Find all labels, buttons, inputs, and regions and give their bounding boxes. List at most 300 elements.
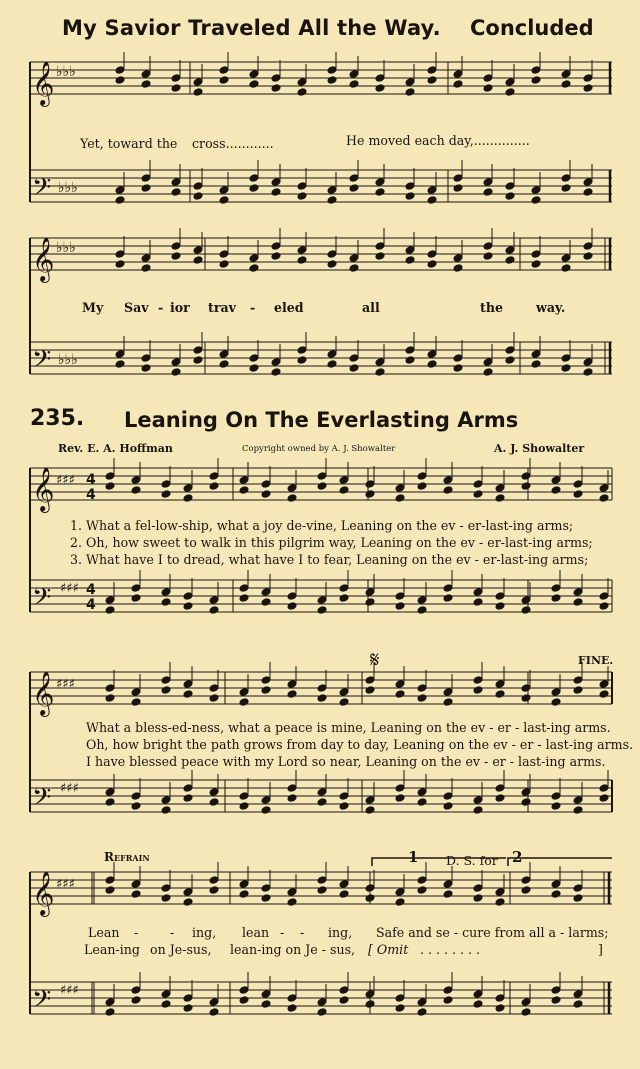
note-head xyxy=(115,360,125,369)
note-head xyxy=(249,254,259,263)
note-head xyxy=(573,588,583,597)
note-head xyxy=(483,84,493,93)
note-head xyxy=(261,598,271,607)
note-head xyxy=(105,684,115,693)
note-head xyxy=(365,884,375,893)
note-head xyxy=(417,694,427,703)
note-head xyxy=(317,472,327,481)
note-head xyxy=(573,806,583,815)
bass-clef-icon: 𝄢 xyxy=(32,173,52,208)
svg-text:4: 4 xyxy=(86,487,96,503)
bass-clef-icon: 𝄢 xyxy=(32,583,52,618)
note-head xyxy=(495,494,505,503)
note-head xyxy=(209,606,219,615)
note-head xyxy=(349,364,359,373)
note-head xyxy=(239,476,249,485)
bass-clef-icon: 𝄢 xyxy=(32,783,52,818)
note-head xyxy=(239,986,249,995)
note-head xyxy=(271,178,281,187)
note-head xyxy=(327,66,337,75)
note-head xyxy=(453,80,463,89)
note-head xyxy=(287,680,297,689)
note-head xyxy=(427,250,437,259)
note-head xyxy=(521,694,531,703)
note-head xyxy=(271,242,281,251)
note-head xyxy=(239,792,249,801)
note-head xyxy=(287,794,297,803)
note-head xyxy=(193,78,203,87)
note-head xyxy=(131,986,141,995)
note-head xyxy=(551,996,561,1005)
note-head xyxy=(583,252,593,261)
note-head xyxy=(287,494,297,503)
note-head xyxy=(209,876,219,885)
note-head xyxy=(261,588,271,597)
note-head xyxy=(427,260,437,269)
lyric-syllable: eled xyxy=(274,300,304,315)
note-head xyxy=(297,346,307,355)
note-head xyxy=(209,694,219,703)
note-head xyxy=(115,66,125,75)
lyric-fragment: Yet, toward the xyxy=(80,136,178,151)
note-head xyxy=(531,250,541,259)
note-head xyxy=(171,368,181,377)
note-head xyxy=(443,996,453,1005)
note-head xyxy=(161,806,171,815)
note-head xyxy=(365,598,375,607)
note-head xyxy=(521,472,531,481)
note-head xyxy=(183,794,193,803)
note-head xyxy=(105,472,115,481)
note-head xyxy=(131,594,141,603)
note-head xyxy=(161,1000,171,1009)
note-head xyxy=(483,368,493,377)
note-head xyxy=(105,596,115,605)
note-head xyxy=(395,494,405,503)
note-head xyxy=(473,588,483,597)
note-head xyxy=(365,676,375,685)
lyric-syllable: all xyxy=(362,300,380,315)
note-head xyxy=(453,364,463,373)
note-head xyxy=(193,88,203,97)
note-head xyxy=(219,350,229,359)
note-head xyxy=(339,584,349,593)
note-head xyxy=(521,482,531,491)
note-head xyxy=(115,350,125,359)
segno-icon: 𝄋 xyxy=(370,648,380,673)
note-head xyxy=(375,74,385,83)
note-head xyxy=(317,798,327,807)
note-head xyxy=(531,186,541,195)
note-head xyxy=(521,596,531,605)
note-head xyxy=(183,690,193,699)
note-head xyxy=(417,998,427,1007)
note-head xyxy=(395,888,405,897)
fine-marker: FINE. xyxy=(578,654,614,667)
note-head xyxy=(183,680,193,689)
refrain-syllable: lean-ing on Je - sus, xyxy=(230,942,356,957)
note-head xyxy=(349,184,359,193)
note-head xyxy=(417,798,427,807)
note-head xyxy=(561,174,571,183)
note-head xyxy=(239,890,249,899)
note-head xyxy=(417,472,427,481)
note-head xyxy=(317,1008,327,1017)
note-head xyxy=(261,894,271,903)
note-head xyxy=(349,254,359,263)
note-head xyxy=(405,182,415,191)
note-head xyxy=(339,476,349,485)
note-head xyxy=(395,898,405,907)
note-head xyxy=(131,802,141,811)
note-head xyxy=(495,784,505,793)
svg-text:♭♭♭: ♭♭♭ xyxy=(58,352,78,368)
note-head xyxy=(193,182,203,191)
note-head xyxy=(105,1008,115,1017)
note-head xyxy=(483,252,493,261)
note-head xyxy=(131,890,141,899)
author: Rev. E. A. Hoffman xyxy=(58,442,173,455)
note-head xyxy=(599,602,609,611)
note-head xyxy=(521,606,531,615)
note-head xyxy=(365,686,375,695)
note-head xyxy=(141,264,151,273)
note-head xyxy=(561,184,571,193)
note-head xyxy=(365,806,375,815)
note-head xyxy=(339,792,349,801)
note-head xyxy=(171,358,181,367)
note-head xyxy=(453,70,463,79)
note-head xyxy=(249,174,259,183)
note-head xyxy=(531,360,541,369)
note-head xyxy=(239,688,249,697)
note-head xyxy=(405,246,415,255)
note-head xyxy=(551,986,561,995)
ds-label: D. S. for xyxy=(446,853,498,868)
svg-text:♯♯♯: ♯♯♯ xyxy=(60,983,79,998)
note-head xyxy=(261,676,271,685)
note-head xyxy=(349,174,359,183)
note-head xyxy=(209,472,219,481)
omit-marker: [ Omit xyxy=(368,942,409,957)
note-head xyxy=(599,794,609,803)
treble-clef-icon: 𝄞 xyxy=(32,467,55,511)
svg-text:♭♭♭: ♭♭♭ xyxy=(58,180,78,196)
note-head xyxy=(339,986,349,995)
note-head xyxy=(395,484,405,493)
note-head xyxy=(239,486,249,495)
note-head xyxy=(521,876,531,885)
note-head xyxy=(473,796,483,805)
note-head xyxy=(443,486,453,495)
note-head xyxy=(443,584,453,593)
lyric-syllable: Sav xyxy=(124,300,149,315)
note-head xyxy=(193,256,203,265)
note-head xyxy=(183,784,193,793)
note-head xyxy=(375,368,385,377)
note-head xyxy=(171,242,181,251)
note-head xyxy=(531,66,541,75)
note-head xyxy=(287,592,297,601)
note-head xyxy=(161,990,171,999)
note-head xyxy=(505,192,515,201)
refrain-syllable: - xyxy=(300,925,305,940)
note-head xyxy=(427,76,437,85)
note-head xyxy=(395,784,405,793)
note-head xyxy=(573,796,583,805)
note-head xyxy=(161,480,171,489)
refrain-syllable: - xyxy=(280,925,285,940)
verse-line: 1. What a fel-low-ship, what a joy de-vine, Leaning on the ev - er-last-ing arms; xyxy=(70,518,574,533)
note-head xyxy=(141,354,151,363)
note-head xyxy=(453,184,463,193)
note-head xyxy=(141,254,151,263)
note-head xyxy=(317,886,327,895)
note-head xyxy=(209,798,219,807)
note-head xyxy=(405,78,415,87)
note-head xyxy=(183,484,193,493)
note-head xyxy=(453,354,463,363)
note-head xyxy=(405,256,415,265)
note-head xyxy=(261,796,271,805)
note-head xyxy=(443,880,453,889)
note-head xyxy=(339,594,349,603)
note-head xyxy=(219,360,229,369)
note-head xyxy=(317,998,327,1007)
treble-clef-icon: 𝄞 xyxy=(32,671,55,715)
note-head xyxy=(327,360,337,369)
note-head xyxy=(193,356,203,365)
note-head xyxy=(375,84,385,93)
note-head xyxy=(551,792,561,801)
note-head xyxy=(183,1004,193,1013)
note-head xyxy=(249,80,259,89)
note-head xyxy=(349,70,359,79)
refrain-syllable: Safe and se - cure from all a - larms; xyxy=(376,925,609,940)
note-head xyxy=(473,1000,483,1009)
note-head xyxy=(551,880,561,889)
svg-text:♭♭♭: ♭♭♭ xyxy=(56,64,76,80)
note-head xyxy=(131,688,141,697)
note-head xyxy=(171,178,181,187)
note-head xyxy=(561,364,571,373)
note-head xyxy=(417,886,427,895)
note-head xyxy=(239,594,249,603)
refrain-syllable: on Je-sus, xyxy=(150,942,212,957)
note-head xyxy=(505,346,515,355)
note-head xyxy=(495,602,505,611)
note-head xyxy=(599,784,609,793)
note-head xyxy=(105,886,115,895)
note-head xyxy=(239,996,249,1005)
note-head xyxy=(287,784,297,793)
note-head xyxy=(339,880,349,889)
note-head xyxy=(495,680,505,689)
note-head xyxy=(505,88,515,97)
note-head xyxy=(405,346,415,355)
note-head xyxy=(365,490,375,499)
note-head xyxy=(317,694,327,703)
svg-text:♯♯♯: ♯♯♯ xyxy=(56,877,75,892)
note-head xyxy=(115,186,125,195)
note-head xyxy=(505,256,515,265)
note-head xyxy=(599,484,609,493)
note-head xyxy=(443,792,453,801)
treble-clef-icon: 𝄞 xyxy=(32,871,55,915)
note-head xyxy=(531,350,541,359)
note-head xyxy=(583,358,593,367)
note-head xyxy=(105,788,115,797)
note-head xyxy=(521,886,531,895)
note-head xyxy=(327,260,337,269)
note-head xyxy=(521,788,531,797)
note-head xyxy=(405,88,415,97)
note-head xyxy=(473,490,483,499)
note-head xyxy=(427,196,437,205)
note-head xyxy=(531,76,541,85)
note-head xyxy=(365,1000,375,1009)
note-head xyxy=(443,594,453,603)
note-head xyxy=(239,698,249,707)
note-head xyxy=(271,84,281,93)
note-head xyxy=(249,264,259,273)
note-head xyxy=(209,1008,219,1017)
note-head xyxy=(327,350,337,359)
note-head xyxy=(239,584,249,593)
note-head xyxy=(473,884,483,893)
note-head xyxy=(297,246,307,255)
note-head xyxy=(161,796,171,805)
note-head xyxy=(405,192,415,201)
note-head xyxy=(161,676,171,685)
note-head xyxy=(483,74,493,83)
note-head xyxy=(473,676,483,685)
lyric-syllable: - xyxy=(158,300,164,315)
note-head xyxy=(183,994,193,1003)
note-head xyxy=(161,884,171,893)
note-head xyxy=(473,480,483,489)
note-head xyxy=(261,480,271,489)
svg-text:4: 4 xyxy=(86,597,96,613)
note-head xyxy=(453,174,463,183)
note-head xyxy=(183,898,193,907)
note-head xyxy=(495,1004,505,1013)
note-head xyxy=(115,76,125,85)
note-head xyxy=(105,694,115,703)
note-head xyxy=(599,680,609,689)
second-ending: 2 xyxy=(512,848,523,866)
note-head xyxy=(327,250,337,259)
note-head xyxy=(473,598,483,607)
refrain-label: Refrain xyxy=(104,850,150,864)
note-head xyxy=(327,196,337,205)
note-head xyxy=(573,480,583,489)
note-head xyxy=(473,894,483,903)
svg-text:4: 4 xyxy=(86,582,96,598)
note-head xyxy=(219,260,229,269)
note-head xyxy=(219,76,229,85)
note-head xyxy=(161,490,171,499)
note-head xyxy=(105,606,115,615)
note-head xyxy=(395,1004,405,1013)
note-head xyxy=(573,990,583,999)
note-head xyxy=(209,886,219,895)
note-head xyxy=(573,894,583,903)
treble-clef-icon: 𝄞 xyxy=(32,61,55,105)
note-head xyxy=(271,188,281,197)
note-head xyxy=(239,802,249,811)
note-head xyxy=(171,74,181,83)
lyric-syllable: way. xyxy=(536,300,566,315)
note-head xyxy=(405,356,415,365)
note-head xyxy=(531,196,541,205)
verse-line: What a bless-ed-ness, what a peace is mine, Leaning on the ev - er - last-ing arms. xyxy=(86,720,611,735)
bass-clef-icon: 𝄢 xyxy=(32,985,52,1020)
note-head xyxy=(551,476,561,485)
song-title: My Savior Traveled All the Way. xyxy=(62,16,441,40)
note-head xyxy=(249,184,259,193)
note-head xyxy=(521,798,531,807)
note-head xyxy=(271,74,281,83)
note-head xyxy=(131,880,141,889)
note-head xyxy=(453,254,463,263)
note-head xyxy=(193,346,203,355)
note-head xyxy=(327,76,337,85)
note-head xyxy=(505,246,515,255)
note-head xyxy=(297,182,307,191)
note-head xyxy=(583,84,593,93)
note-head xyxy=(193,246,203,255)
note-head xyxy=(495,898,505,907)
note-head xyxy=(339,890,349,899)
svg-text:♯♯♯: ♯♯♯ xyxy=(60,781,79,796)
note-head xyxy=(453,264,463,273)
note-head xyxy=(551,890,561,899)
note-head xyxy=(209,482,219,491)
composer: A. J. Showalter xyxy=(494,442,585,455)
omit-bracket-close: ] xyxy=(598,942,603,957)
note-head xyxy=(183,888,193,897)
lyric-syllable: My xyxy=(82,300,104,315)
note-head xyxy=(521,998,531,1007)
note-head xyxy=(131,996,141,1005)
note-head xyxy=(495,888,505,897)
note-head xyxy=(417,684,427,693)
note-head xyxy=(115,260,125,269)
svg-text:4: 4 xyxy=(86,472,96,488)
note-head xyxy=(287,888,297,897)
note-head xyxy=(317,596,327,605)
note-head xyxy=(339,688,349,697)
note-head xyxy=(583,178,593,187)
staff-system-2-bass xyxy=(30,342,612,374)
note-head xyxy=(261,490,271,499)
verse-line: Oh, how bright the path grows from day to day, Leaning on the ev - er - last-ing arms. xyxy=(86,737,634,752)
note-head xyxy=(395,602,405,611)
refrain-syllable: - xyxy=(170,925,175,940)
note-head xyxy=(141,80,151,89)
note-head xyxy=(239,880,249,889)
note-head xyxy=(561,70,571,79)
refrain-syllable: Lean-ing xyxy=(84,942,140,957)
note-head xyxy=(287,690,297,699)
staff-system-1-bass xyxy=(30,170,612,202)
note-head xyxy=(209,788,219,797)
lyric-syllable: ior xyxy=(170,300,190,315)
note-head xyxy=(561,254,571,263)
note-head xyxy=(287,994,297,1003)
note-head xyxy=(287,484,297,493)
